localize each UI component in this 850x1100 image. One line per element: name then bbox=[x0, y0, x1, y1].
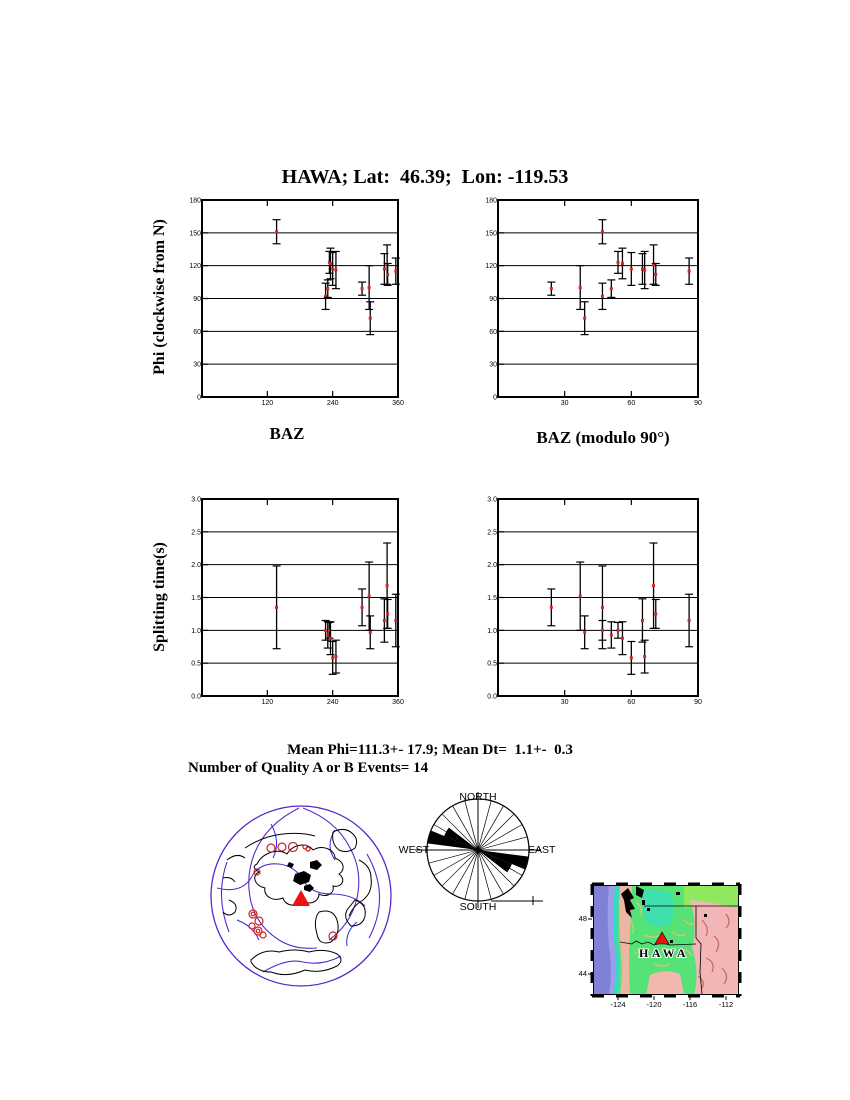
data-point bbox=[641, 619, 644, 622]
y-tick-label: 0 bbox=[493, 394, 497, 402]
data-point bbox=[630, 656, 633, 659]
data-point bbox=[386, 584, 389, 587]
y-tick-label: 180 bbox=[485, 197, 497, 205]
map-station-label: HAWA bbox=[638, 946, 690, 960]
data-point bbox=[361, 287, 364, 290]
data-point bbox=[361, 606, 364, 609]
map-lon-tick-112: -112 bbox=[718, 1000, 734, 1009]
event-count-text: Number of Quality A or B Events= 14 bbox=[188, 760, 429, 776]
data-point bbox=[331, 656, 334, 659]
globe-map bbox=[207, 802, 395, 990]
data-point bbox=[334, 655, 337, 658]
data-point bbox=[324, 629, 327, 632]
data-point bbox=[654, 273, 657, 276]
data-point bbox=[617, 261, 620, 264]
x-tick-label: 240 bbox=[326, 400, 339, 407]
y-tick-label: 2.0 bbox=[487, 562, 497, 570]
mean-statistics-text: Mean Phi=111.3+- 17.9; Mean Dt= 1.1+- 0.3 bbox=[287, 742, 573, 758]
y-tick-label: 0.5 bbox=[487, 660, 497, 668]
y-tick-label: 3.0 bbox=[487, 496, 497, 504]
y-tick-label: 0 bbox=[197, 394, 201, 402]
data-point bbox=[617, 629, 620, 632]
y-tick-label: 0.0 bbox=[191, 693, 201, 701]
data-point bbox=[601, 606, 604, 609]
data-point bbox=[394, 270, 397, 273]
baz-axis-label: BAZ bbox=[269, 424, 305, 443]
land-fill-patches bbox=[287, 860, 322, 892]
y-tick-label: 0.0 bbox=[487, 693, 497, 701]
data-point bbox=[275, 230, 278, 233]
data-point bbox=[550, 287, 553, 290]
plate-boundaries bbox=[217, 808, 380, 972]
x-tick-label: 90 bbox=[694, 400, 702, 407]
station-marker bbox=[292, 890, 310, 906]
map-lat-tick-44: 44 bbox=[578, 969, 587, 978]
splitting-time-axis-label: Splitting time(s) bbox=[151, 542, 168, 652]
y-tick-label: 30 bbox=[193, 361, 201, 369]
page-title: HAWA; Lat: 46.39; Lon: -119.53 bbox=[281, 166, 569, 188]
map-lon-tick-124: -124 bbox=[610, 1000, 626, 1009]
y-tick-label: 1.5 bbox=[191, 595, 201, 602]
data-point bbox=[368, 286, 371, 289]
x-tick-label: 60 bbox=[627, 400, 636, 407]
y-tick-label: 120 bbox=[485, 263, 497, 271]
y-tick-label: 1.5 bbox=[487, 595, 497, 602]
phi-axis-label: Phi (clockwise from N) bbox=[151, 219, 168, 375]
data-point bbox=[369, 631, 372, 634]
x-tick-label: 360 bbox=[392, 699, 404, 706]
y-tick-label: 90 bbox=[489, 296, 497, 303]
x-tick-label: 30 bbox=[560, 699, 569, 706]
topographic-map bbox=[578, 880, 746, 1010]
x-tick-label: 360 bbox=[392, 400, 404, 407]
data-point bbox=[583, 317, 586, 320]
data-point bbox=[369, 317, 372, 320]
plot-dt-bazmod bbox=[468, 489, 716, 716]
rose-label-south: SOUTH bbox=[459, 901, 497, 913]
data-point bbox=[329, 262, 332, 265]
data-point bbox=[652, 584, 655, 587]
data-point bbox=[601, 230, 604, 233]
y-tick-label: 30 bbox=[489, 361, 497, 369]
data-point bbox=[329, 637, 332, 640]
data-point bbox=[334, 269, 337, 272]
rose-label-north: NORTH bbox=[459, 791, 497, 803]
data-point bbox=[579, 595, 582, 598]
y-tick-label: 150 bbox=[189, 230, 201, 238]
data-point bbox=[583, 631, 586, 634]
data-point bbox=[643, 655, 646, 658]
data-point bbox=[601, 295, 604, 298]
y-tick-label: 2.0 bbox=[191, 562, 201, 570]
data-point bbox=[383, 267, 386, 270]
data-point bbox=[386, 612, 389, 615]
data-point bbox=[386, 273, 389, 276]
x-tick-label: 120 bbox=[261, 699, 274, 706]
data-point bbox=[654, 612, 657, 615]
y-tick-label: 180 bbox=[189, 197, 201, 205]
y-tick-label: 60 bbox=[193, 328, 201, 336]
data-point bbox=[326, 287, 329, 290]
plot-phi-baz bbox=[172, 190, 416, 417]
y-tick-label: 60 bbox=[489, 328, 497, 336]
map-lon-tick-120: -120 bbox=[646, 1000, 662, 1009]
data-point bbox=[610, 633, 613, 636]
data-point bbox=[688, 270, 691, 273]
plot-phi-bazmod bbox=[468, 190, 716, 417]
x-tick-label: 60 bbox=[627, 699, 636, 706]
x-tick-label: 30 bbox=[560, 400, 569, 407]
rose-label-east: EAST bbox=[528, 844, 556, 856]
data-point bbox=[579, 286, 582, 289]
rose-diagram bbox=[395, 786, 585, 921]
data-point bbox=[394, 619, 397, 622]
data-point bbox=[383, 619, 386, 622]
y-tick-label: 1.0 bbox=[191, 627, 201, 635]
rose-geometry bbox=[415, 792, 543, 908]
data-point bbox=[601, 629, 604, 632]
data-point bbox=[331, 267, 334, 270]
data-point bbox=[688, 619, 691, 622]
data-point bbox=[621, 637, 624, 640]
data-point bbox=[630, 267, 633, 270]
baz-modulo-axis-label: BAZ (modulo 90°) bbox=[536, 428, 670, 447]
y-tick-label: 1.0 bbox=[487, 627, 497, 635]
rose-label-west: WEST bbox=[398, 844, 429, 856]
data-point bbox=[621, 262, 624, 265]
y-tick-label: 2.5 bbox=[487, 529, 497, 537]
map-terrain bbox=[594, 886, 739, 995]
data-point bbox=[641, 267, 644, 270]
y-tick-label: 90 bbox=[193, 296, 201, 303]
data-point bbox=[275, 606, 278, 609]
map-lat-tick-48: 48 bbox=[578, 914, 587, 923]
x-tick-label: 90 bbox=[694, 699, 702, 706]
y-tick-label: 0.5 bbox=[191, 660, 201, 668]
y-tick-label: 2.5 bbox=[191, 529, 201, 537]
y-tick-label: 120 bbox=[189, 263, 201, 271]
x-tick-label: 120 bbox=[261, 400, 274, 407]
map-lon-tick-116: -116 bbox=[682, 1000, 698, 1009]
data-point bbox=[368, 595, 371, 598]
y-tick-label: 3.0 bbox=[191, 496, 201, 504]
data-point bbox=[550, 606, 553, 609]
data-point bbox=[610, 287, 613, 290]
x-tick-label: 240 bbox=[326, 699, 339, 706]
y-tick-label: 150 bbox=[485, 230, 497, 238]
plot-dt-baz bbox=[172, 489, 416, 716]
